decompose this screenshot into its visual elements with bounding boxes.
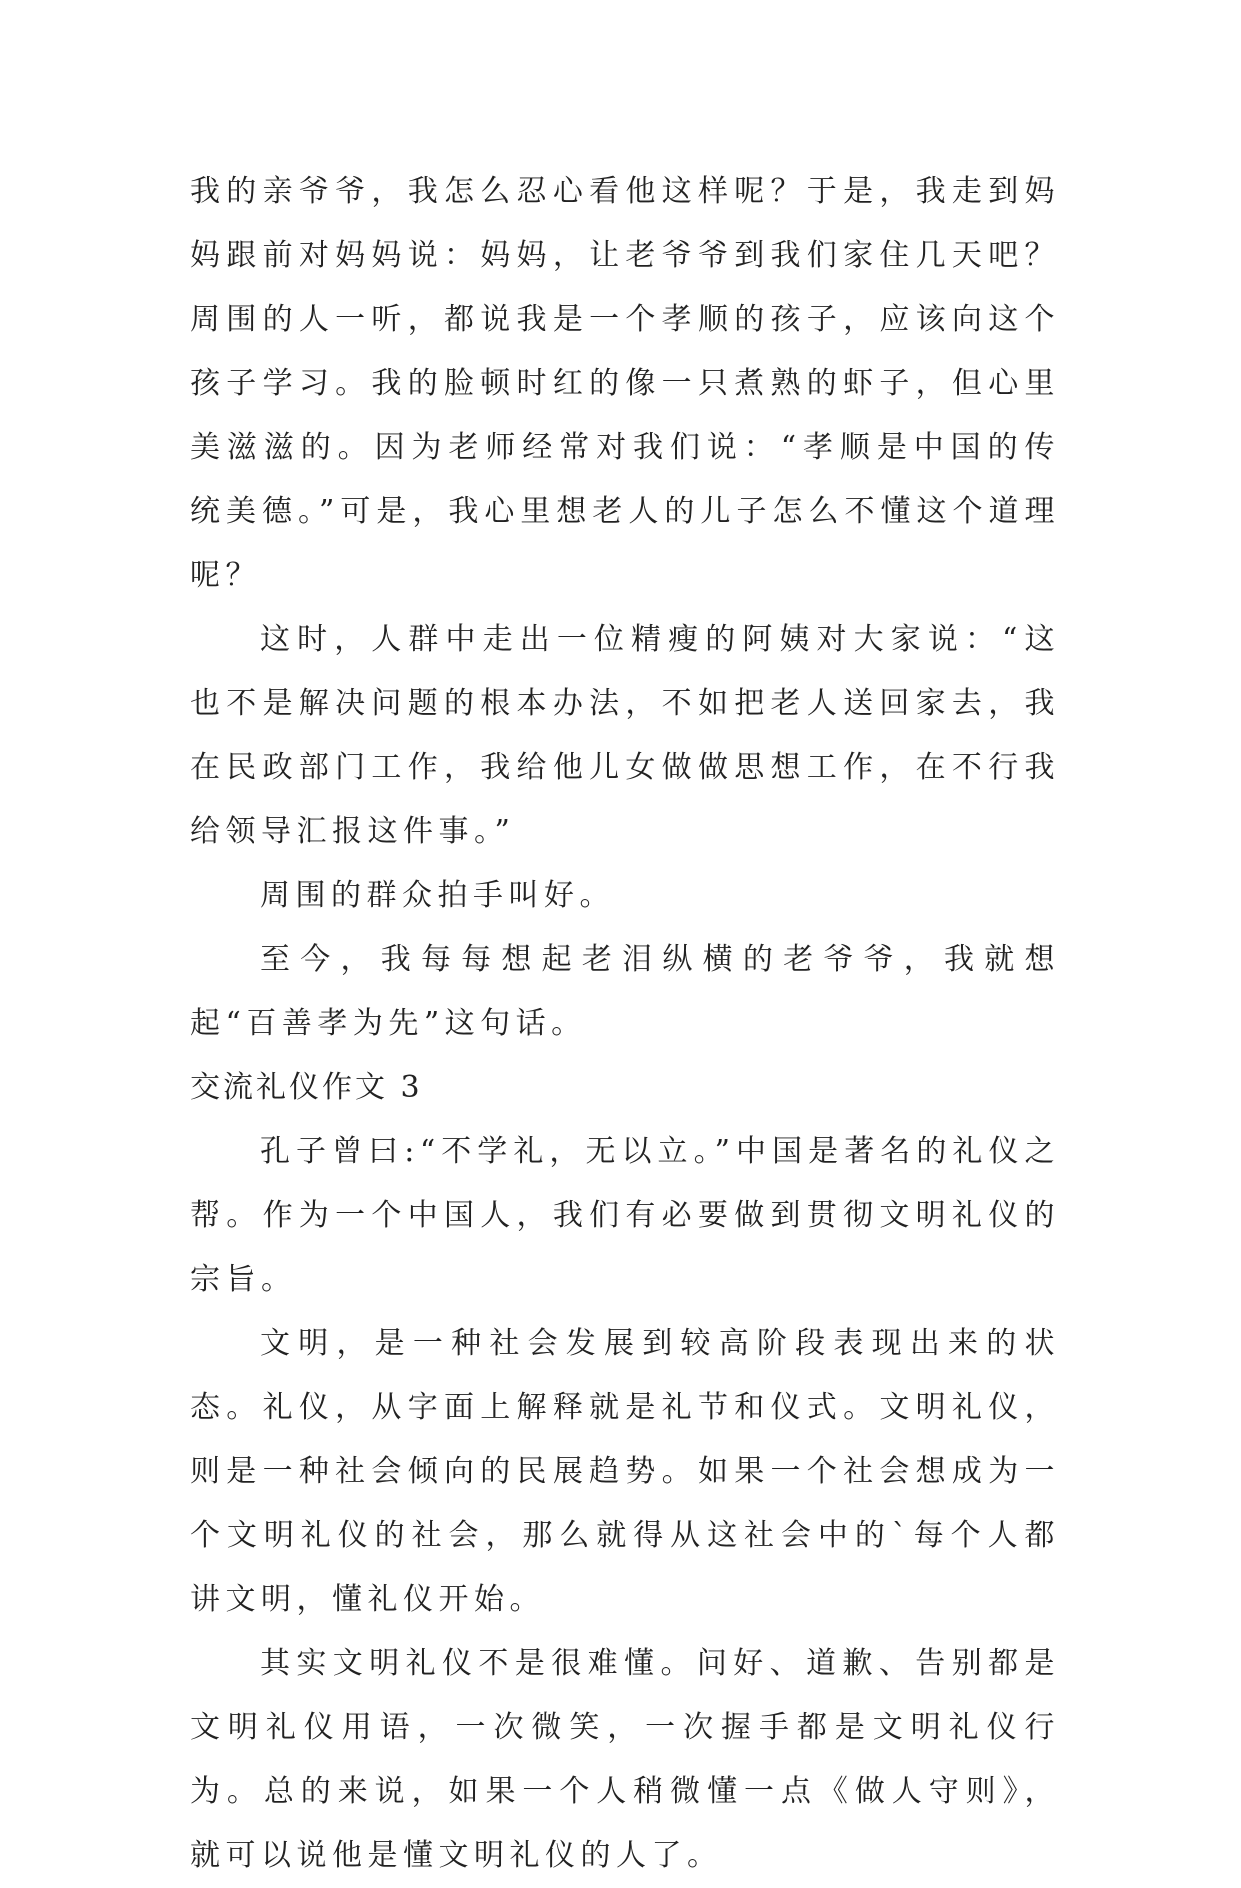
paragraph: 周围的群众拍手叫好。	[260, 878, 615, 913]
paragraph: 至今，我每每想起老泪纵横的老爷爷，我就想起“百善孝为先”这句话。	[190, 942, 1060, 1041]
paragraph: 我的亲爷爷，我怎么忍心看他这样呢？于是，我走到妈妈跟前对妈妈说：妈妈，让老爷爷到我们家住几天吧？周围的人一听，都说我是一个孝顺的孩子，应该向这个孩子学习。我的脸顿时红的像一只煮熟的虾子，但心里美滋滋的。因为老师经常对我们说：“孝顺是中国的传统美德。”可是，我心里想老人的儿子怎么不懂这个道理呢？	[190, 174, 1060, 593]
document-body	[190, 160, 1060, 1888]
paragraph: 这时，人群中走出一位精瘦的阿姨对大家说：“这也不是解决问题的根本办法，不如把老人送回家去，我在民政部门工作，我给他儿女做做思想工作，在不行我给领导汇报这件事。”	[190, 622, 1060, 849]
paragraph: 其实文明礼仪不是很难懂。问好、道歉、告别都是文明礼仪用语，一次微笑，一次握手都是文明礼仪行为。总的来说，如果一个人稍微懂一点《做人守则》，就可以说他是懂文明礼仪的人了。	[190, 1646, 1060, 1873]
paragraph: 孔子曾曰:“不学礼，无以立。”中国是著名的礼仪之帮。作为一个中国人，我们有必要做到贯彻文明礼仪的宗旨。	[190, 1134, 1060, 1297]
section-heading: 交流礼仪作文 3	[190, 1070, 423, 1105]
paragraph: 文明，是一种社会发展到较高阶段表现出来的状态。礼仪，从字面上解释就是礼节和仪式。文明礼仪，则是一种社会倾向的民展趋势。如果一个社会想成为一个文明礼仪的社会，那么就得从这社会中的`每个人都讲文明，懂礼仪开始。	[190, 1326, 1060, 1617]
